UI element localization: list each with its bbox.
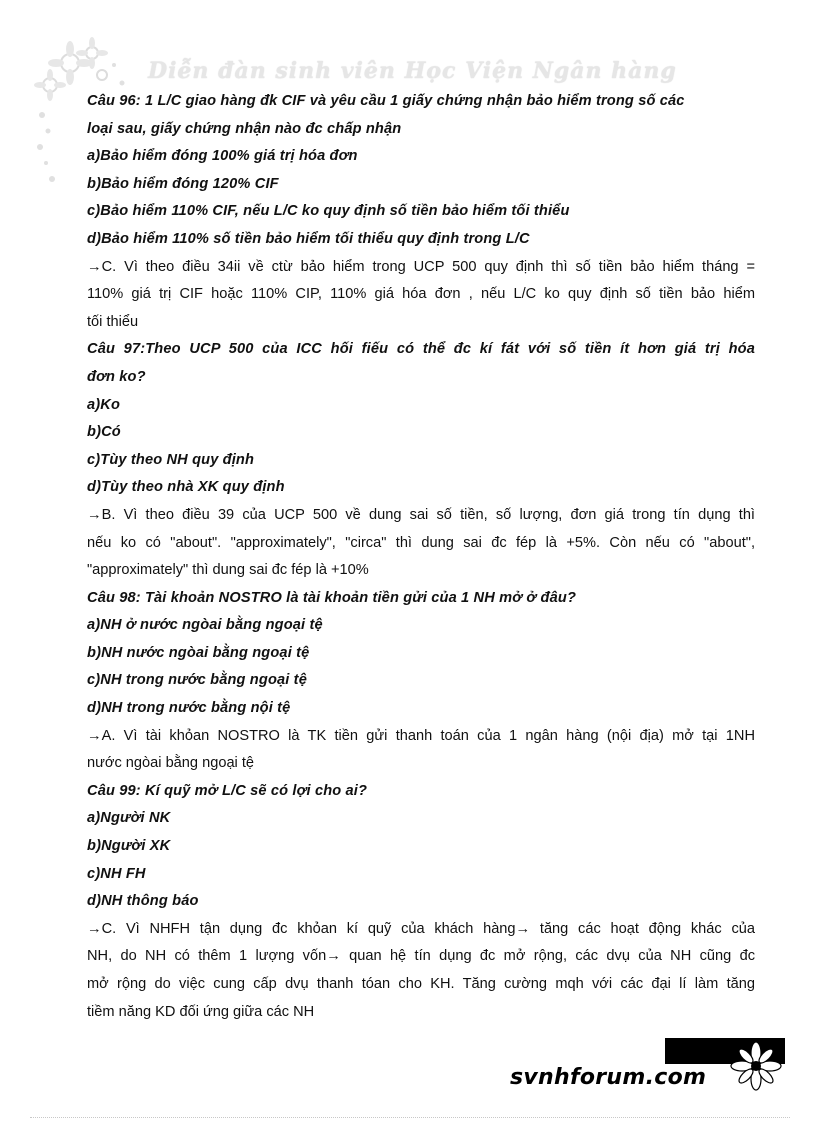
question-line: Câu 99: Kí quỹ mở L/C sẽ có lợi cho ai?: [87, 782, 368, 799]
question-line: Câu 98: Tài khoản NOSTRO là tài khoản tiền gửi của 1 NH mở ở đâu?: [87, 589, 577, 606]
question-line: d)Tùy theo nhà XK quy định: [87, 479, 285, 496]
question-line: c)NH trong nước bằng ngoại tệ: [87, 672, 307, 689]
question-line: a)Bảo hiểm đóng 100% giá trị hóa đơn: [87, 148, 358, 165]
question-line: c)NH FH: [87, 865, 146, 882]
answer-line: 110% giá trị CIF hoặc 110% CIP, 110% giá hóa đơn , nếu L/C ko quy định số tiền bảo hiểm: [87, 286, 755, 303]
answer-line: tiềm năng KD đối ứng giữa các NH: [87, 1003, 315, 1020]
question-line: c)Bảo hiểm 110% CIF, nếu L/C ko quy định số tiền bảo hiểm tối thiểu: [87, 203, 570, 220]
bottom-divider: [30, 1117, 790, 1118]
question-line: a)Người NK: [87, 810, 171, 827]
question-line: Câu 97:Theo UCP 500 của ICC hối fiếu có thể đc kí fát với số tiền ít hơn giá trị hóa: [87, 341, 755, 358]
answer-line: nếu ko có "about". "approximately", "circa" thì dung sai đc fép là +5%. Còn nếu có "about",: [87, 534, 755, 551]
footer-logo-block: [510, 1038, 790, 1098]
question-line: a)Ko: [87, 396, 121, 413]
document-body: [87, 88, 755, 1026]
answer-line: tối thiểu: [87, 313, 139, 330]
question-line: c)Tùy theo NH quy định: [87, 451, 255, 468]
question-line: b)Bảo hiểm đóng 120% CIF: [87, 175, 279, 192]
question-line: b)Người XK: [87, 838, 171, 855]
answer-line: nước ngòai bằng ngoại tệ: [87, 755, 255, 772]
question-line: d)NH thông báo: [87, 893, 199, 910]
question-line: b)Có: [87, 424, 121, 441]
answer-line: →C. Vì NHFH tận dụng đc khỏan kí quỹ của khách hàng→ tăng các hoạt động khác của: [87, 920, 755, 937]
answer-line: →A. Vì tài khỏan NOSTRO là TK tiền gửi thanh toán của 1 ngân hàng (nội địa) mở tại 1NH: [87, 727, 755, 744]
footer-logo-text: svnhforum.com: [510, 1065, 707, 1090]
site-title: Diễn đàn sinh viên Học Viện Ngân hàng: [148, 58, 677, 84]
answer-line: NH, do NH có thêm 1 lượng vốn→ quan hệ tín dụng đc mở rộng, các dvụ của NH cũng đc: [87, 948, 755, 965]
answer-line: →B. Vì theo điều 39 của UCP 500 về dung sai số tiền, số lượng, đơn giá trong tín dụng thì: [87, 506, 755, 523]
answer-line: →C. Vì theo điều 34ii về ctừ bảo hiểm trong UCP 500 quy định thì số tiền bảo hiểm tháng =: [87, 258, 755, 275]
question-line: loại sau, giấy chứng nhận nào đc chấp nhận: [87, 120, 402, 137]
question-line: b)NH nước ngòai bằng ngoại tệ: [87, 644, 310, 661]
question-line: a)NH ở nước ngòai bằng ngoại tệ: [87, 617, 323, 634]
flower-icon: [724, 1041, 788, 1091]
question-line: Câu 96: 1 L/C giao hàng đk CIF và yêu cầu 1 giấy chứng nhận bảo hiểm trong số các: [87, 93, 685, 109]
question-line: đơn ko?: [87, 368, 146, 385]
question-line: d)Bảo hiểm 110% số tiền bảo hiểm tối thiểu quy định trong L/C: [87, 230, 530, 247]
answer-line: mở rộng do việc cung cấp dvụ thanh tóan cho KH. Tăng cường mqh với các đại lí làm tăng: [87, 976, 755, 992]
question-line: d)NH trong nước bằng nội tệ: [87, 700, 291, 717]
answer-line: "approximately" thì dung sai đc fép là +10%: [87, 562, 369, 579]
